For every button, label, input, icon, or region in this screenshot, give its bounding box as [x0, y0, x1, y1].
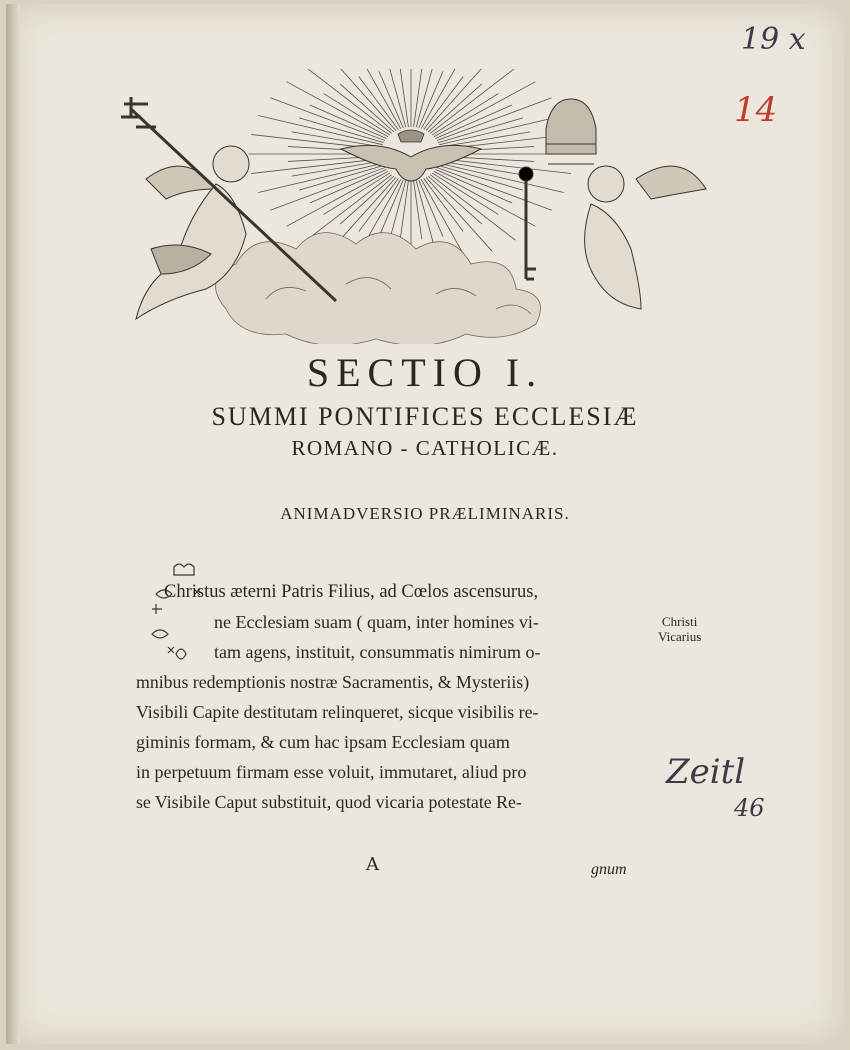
ray-line — [400, 69, 408, 127]
handwritten-margin-scrawl: Zeitl — [666, 752, 746, 792]
ray-line — [340, 176, 394, 224]
ray-line — [432, 173, 498, 214]
ray-line — [251, 159, 381, 174]
ray-line — [438, 165, 523, 190]
heading-line-2: ROMANO - CATHOLICÆ. — [291, 436, 559, 460]
ray-line — [428, 176, 482, 224]
ray-line — [428, 84, 482, 132]
catchword: gnum — [591, 861, 627, 878]
ray-line — [416, 69, 439, 127]
body-line-8: se Visibile Caput substituit, quod vicaria potestate Re- — [136, 792, 522, 812]
ray-line — [432, 94, 498, 135]
body-line-2: ne Ecclesiam suam ( quam, inter homines vi- — [214, 612, 539, 632]
ray-line — [383, 69, 406, 127]
ray-line — [299, 165, 384, 190]
ray-line — [400, 181, 408, 239]
subheading: ANIMADVERSIO PRÆLIMINARIS. — [280, 504, 570, 523]
ray-line — [414, 181, 422, 239]
body-line-7: in perpetuum firmam esse voluit, immutaret, aliud pro — [136, 762, 527, 782]
ray-line — [310, 169, 387, 203]
ray-line — [310, 105, 387, 139]
body-line-6: giminis formam, & cum hac ipsam Ecclesiam quam — [136, 732, 510, 752]
ray-line — [439, 163, 564, 192]
ray-line — [340, 84, 394, 132]
body-line-3: tam agens, instituit, consummatis nimirum o- — [214, 642, 541, 662]
body-line-4: mnibus redemptionis nostræ Sacramentis, & Mysteriis) — [136, 672, 530, 692]
document-page — [6, 4, 844, 1044]
ray-line — [355, 69, 400, 129]
margin-note — [658, 614, 701, 644]
ray-line — [426, 69, 492, 131]
right-cherub-illustration — [519, 99, 706, 309]
ray-line — [330, 69, 396, 131]
handwritten-red-number: 14 — [734, 90, 778, 130]
ray-line — [439, 116, 564, 145]
ray-line — [299, 118, 384, 143]
ray-line — [441, 159, 571, 174]
ray-line — [421, 69, 466, 129]
ray-line — [436, 169, 513, 203]
heading-line-1: SUMMI PONTIFICES ECCLESIÆ — [211, 402, 639, 431]
body-line-1: Christus æterni Patris Filius, ad Cœlos ascensurus, — [164, 582, 539, 602]
ray-line — [258, 116, 383, 145]
section-title: SECTIO I. — [306, 350, 544, 395]
signature-mark: A — [366, 854, 379, 875]
ray-line — [258, 163, 383, 192]
page-binding-edge — [6, 4, 20, 1044]
crown-icon — [174, 564, 194, 575]
body-line-5: Visibili Capite destitutam relinqueret, sicque visibilis re- — [136, 702, 539, 722]
papal-tiara-icon — [546, 99, 596, 154]
ray-line — [324, 94, 390, 135]
margin-note-line-1: Christi — [661, 614, 698, 629]
decorated-initial-ornament — [146, 559, 208, 674]
margin-note-line-2: Vicarius — [658, 629, 702, 644]
ray-line — [436, 105, 513, 139]
ray-line — [414, 69, 422, 127]
ray-line — [438, 118, 523, 143]
handwritten-folio-mark: 19 x — [741, 22, 806, 57]
ray-line — [324, 173, 390, 214]
handwritten-margin-number: 46 — [734, 794, 765, 822]
engraved-vignette-illustration — [116, 69, 716, 344]
dove-icon — [341, 130, 481, 181]
